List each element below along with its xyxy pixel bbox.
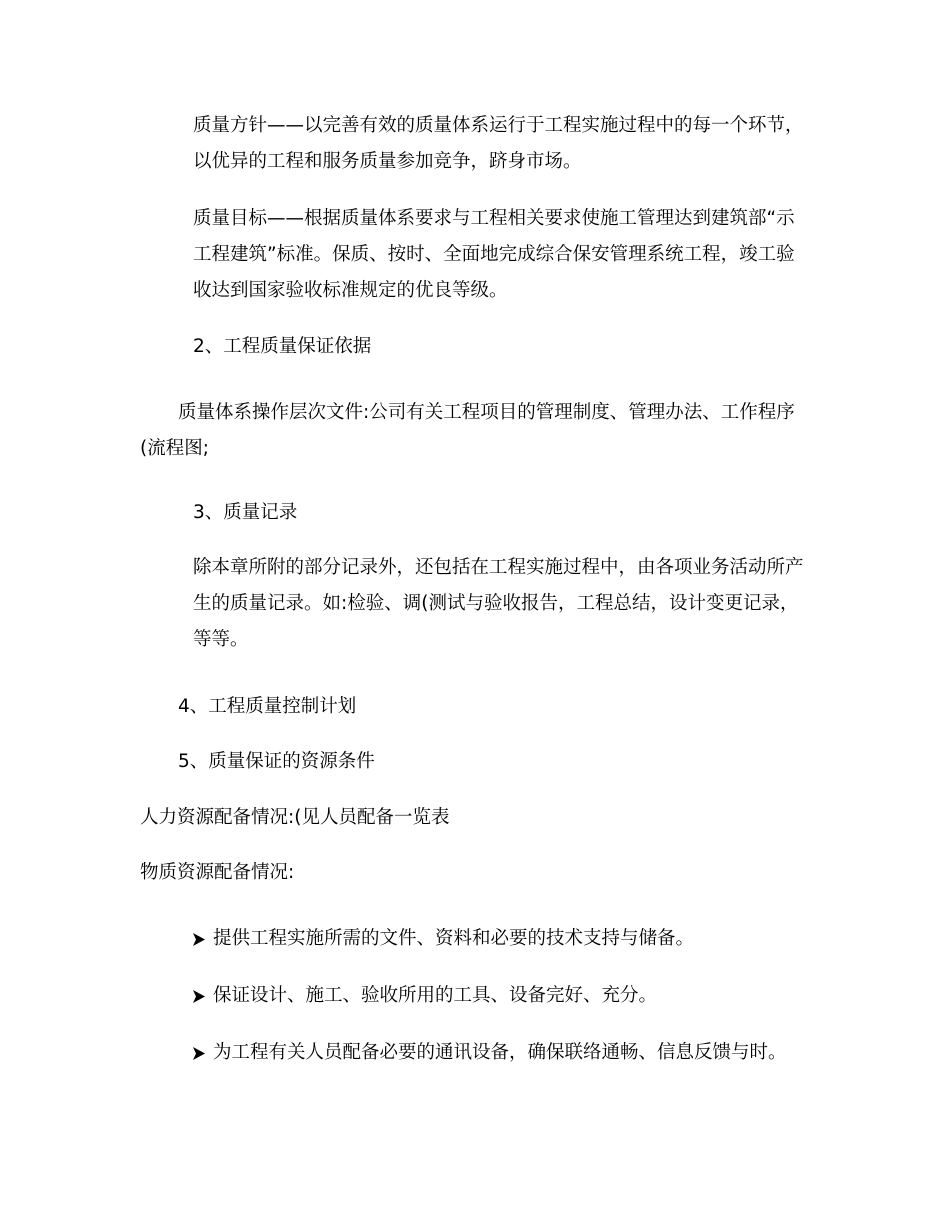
section-heading-3: 3、质量记录 [193, 502, 298, 523]
quality-goal-line-1: 质量目标——根据质量体系要求与工程相关要求使施工管理达到建筑部“示 [193, 208, 795, 229]
bullet-text: 为工程有关人员配备必要的通讯设备，确保联络通畅、信息反馈与时。 [213, 1042, 787, 1063]
bullet-text: 提供工程实施所需的文件、资料和必要的技术支持与储备。 [213, 928, 695, 949]
bullet-item [193, 1041, 787, 1065]
arrowhead-bullet-icon [193, 1041, 205, 1065]
bullet-text: 保证设计、施工、验收所用的工具、设备完好、充分。 [213, 985, 658, 1006]
quality-policy-line-1: 质量方针——以完善有效的质量体系运行于工程实施过程中的每一个环节， [193, 115, 804, 136]
section-heading-4: 4、工程质量控制计划 [178, 696, 357, 717]
arrowhead-bullet-icon [193, 927, 205, 951]
quality-system-docs-line-1: 质量体系操作层次文件:公司有关工程项目的管理制度、管理办法、工作程序 [178, 402, 795, 423]
quality-records-line-1: 除本章所附的部分记录外，还包括在工程实施过程中，由各项业务活动所产 [193, 557, 804, 578]
quality-records-line-2: 生的质量记录。如:检验、调(测试与验收报告，工程总结，设计变更记录， [193, 593, 799, 614]
quality-policy-line-2: 以优异的工程和服务质量参加竞争，跻身市场。 [193, 151, 582, 172]
human-resources-line: 人力资源配备情况:(见人员配备一览表 [140, 807, 450, 828]
quality-records-line-3: 等等。 [193, 629, 249, 650]
quality-system-docs-line-2: (流程图; [140, 438, 209, 459]
quality-goal-line-2: 工程建筑”标准。保质、按时、全面地完成综合保安管理系统工程，竣工验 [193, 244, 795, 265]
quality-goal-line-3: 收达到国家验收标准规定的优良等级。 [193, 280, 508, 301]
arrowhead-bullet-icon [193, 984, 205, 1008]
bullet-item [193, 984, 657, 1008]
section-heading-5: 5、质量保证的资源条件 [178, 751, 375, 772]
material-resources-line: 物质资源配备情况: [140, 862, 295, 883]
bullet-item [193, 927, 694, 951]
section-heading-2: 2、工程质量保证依据 [193, 336, 372, 357]
